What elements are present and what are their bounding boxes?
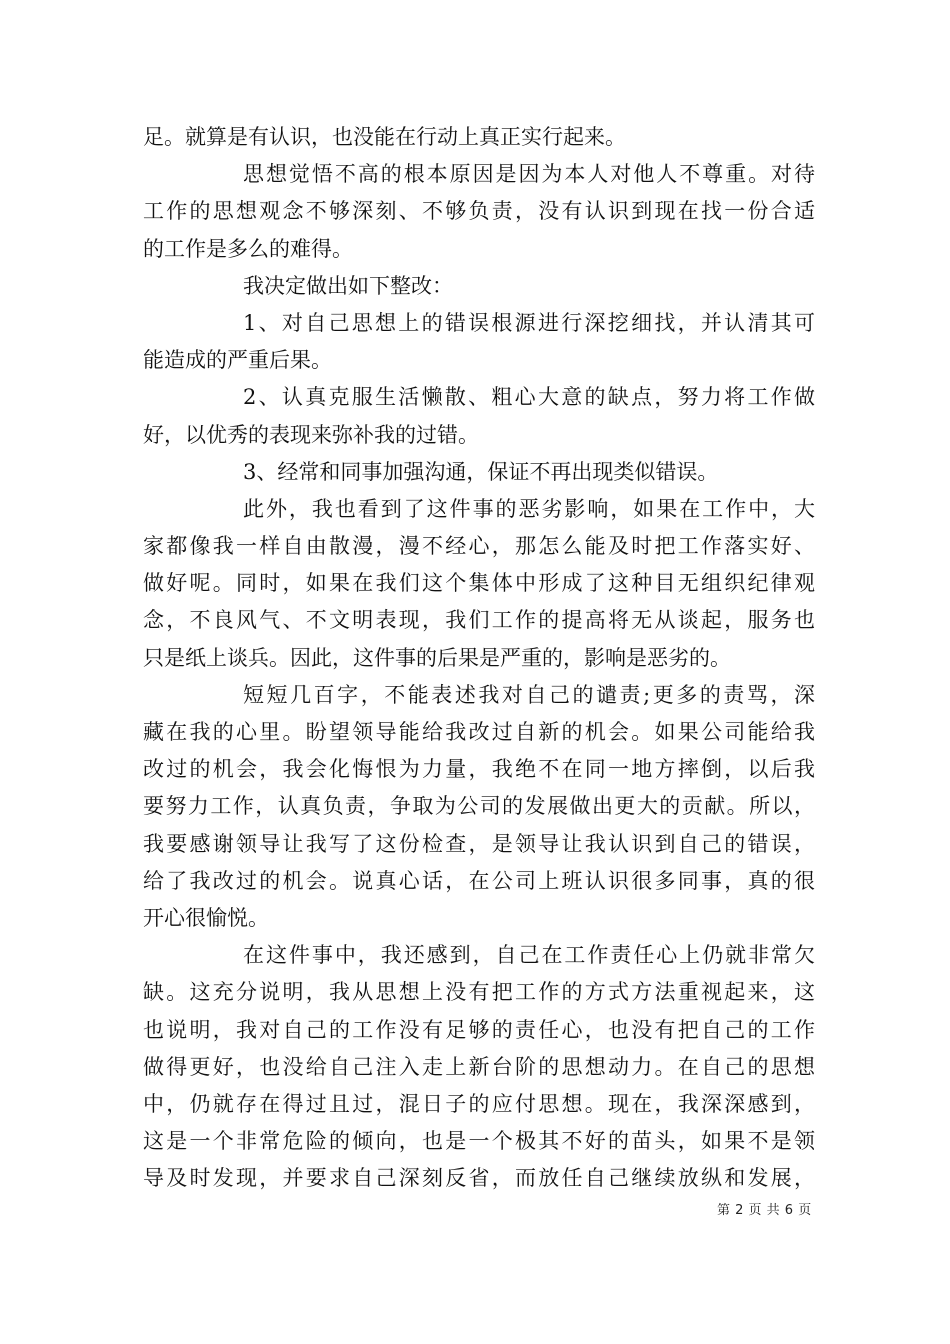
text-line: 的工作是多么的难得。 — [143, 236, 353, 261]
text-line: 能造成的严重后果。 — [143, 348, 332, 373]
text-line: 要努力工作，认真负责，争取为公司的发展做出更大的贡献。所以， — [143, 794, 815, 819]
text-line: 导及时发现，并要求自己深刻反省，而放任自己继续放纵和发展， — [143, 1166, 815, 1191]
page-number: 第 2 页 共 6 页 — [717, 1203, 812, 1218]
text-line: 在这件事中，我还感到，自己在工作责任心上仍就非常欠 — [243, 943, 815, 968]
text-line: 短短几百字，不能表述我对自己的谴责;更多的责骂，深 — [243, 682, 815, 707]
text-line: 1、对自己思想上的错误根源进行深挖细找，并认清其可 — [243, 310, 815, 335]
text-line: 只是纸上谈兵。因此，这件事的后果是严重的，影响是恶劣的。 — [143, 645, 731, 670]
text-line: 改过的机会，我会化悔恨为力量，我绝不在同一地方摔倒，以后我 — [143, 757, 815, 782]
text-line: 给了我改过的机会。说真心话，在公司上班认识很多同事，真的很 — [143, 868, 815, 893]
text-line: 做好呢。同时，如果在我们这个集体中形成了这种目无组织纪律观 — [143, 571, 815, 596]
text-line: 家都像我一样自由散漫，漫不经心，那怎么能及时把工作落实好、 — [143, 534, 815, 559]
text-line: 这是一个非常危险的倾向，也是一个极其不好的苗头，如果不是领 — [143, 1129, 815, 1154]
text-line: 思想觉悟不高的根本原因是因为本人对他人不尊重。对待 — [243, 162, 815, 187]
text-line: 2、认真克服生活懒散、粗心大意的缺点，努力将工作做 — [243, 385, 815, 410]
text-line: 好，以优秀的表现来弥补我的过错。 — [143, 422, 479, 447]
document-body — [143, 119, 815, 1197]
text-line: 缺。这充分说明，我从思想上没有把工作的方式方法重视起来，这 — [143, 980, 815, 1005]
text-line: 此外，我也看到了这件事的恶劣影响，如果在工作中，大 — [243, 496, 815, 521]
text-line: 我要感谢领导让我写了这份检查，是领导让我认识到自己的错误， — [143, 831, 815, 856]
text-line: 念，不良风气、不文明表现，我们工作的提高将无从谈起，服务也 — [143, 608, 815, 633]
text-line: 中，仍就存在得过且过，混日子的应付思想。现在，我深深感到， — [143, 1091, 815, 1116]
text-line: 开心很愉悦。 — [143, 905, 269, 930]
text-line: 工作的思想观念不够深刻、不够负责，没有认识到现在找一份合适 — [143, 199, 815, 224]
text-line: 3、经常和同事加强沟通，保证不再出现类似错误。 — [243, 459, 719, 484]
text-line: 也说明，我对自己的工作没有足够的责任心，也没有把自己的工作 — [143, 1017, 815, 1042]
text-line: 藏在我的心里。盼望领导能给我改过自新的机会。如果公司能给我 — [143, 720, 815, 744]
text-line: 我决定做出如下整改： — [243, 273, 453, 298]
text-line: 做得更好，也没给自己注入走上新台阶的思想动力。在自己的思想 — [143, 1054, 815, 1079]
text-line: 足。就算是有认识，也没能在行动上真正实行起来。 — [143, 125, 626, 149]
